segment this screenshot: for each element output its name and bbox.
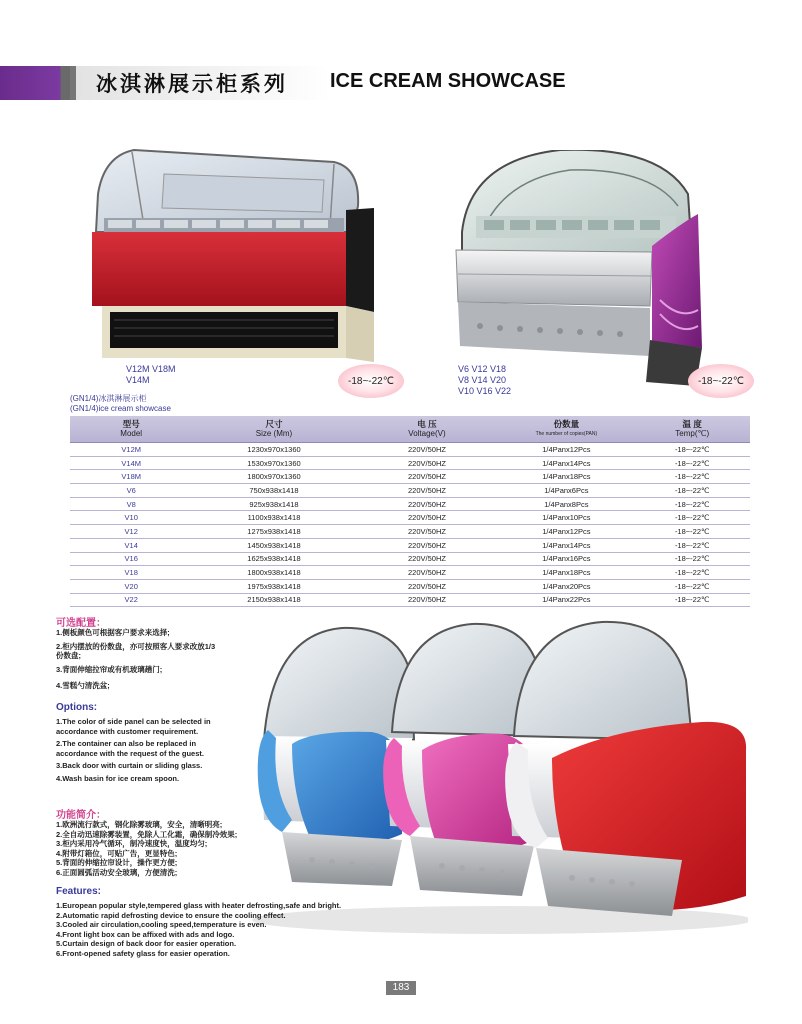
table-row: V16 1625x938x1418 220V/50HZ 1/4Panx16Pcs -18~-22℃ — [70, 552, 750, 566]
list-item: 1.The color of side panel can be selected in — [56, 717, 211, 726]
header-pans: 份数量 The number of copies(PAN) — [498, 416, 634, 443]
table-row: V22 2150x938x1418 220V/50HZ 1/4Panx22Pcs -18~-22℃ — [70, 593, 750, 607]
list-item: 2.The container can also be replaced in — [56, 739, 197, 748]
table-row: V14 1450x938x1418 220V/50HZ 1/4Panx14Pcs -18~-22℃ — [70, 538, 750, 552]
list-item: 3.Cooled air circulation,cooling speed,temperature is even. — [56, 920, 267, 929]
list-item: 2.柜内摆放的份数盘，亦可按照客人要求改放1/3 — [56, 641, 216, 651]
page-title-en: ICE CREAM SHOWCASE — [330, 70, 566, 92]
list-item: accordance with customer requirement. — [56, 726, 199, 736]
list-item: 2.Automatic rapid defrosting device to ensure the cooling effect. — [56, 910, 286, 920]
list-item: 2.全自动迅速除雾装置，免除人工化霜，确保制冷效果; — [56, 829, 238, 839]
list-item: 4.附带灯箱位，可贴广告，更显特色; — [56, 848, 178, 858]
list-item: accordance with the request of the guest. — [56, 748, 204, 758]
left-models-line1: V12M V18M — [126, 364, 176, 374]
showcase-caption — [70, 394, 171, 414]
list-item: 份数盘; — [56, 651, 81, 660]
list-item: 5.背面的伸缩拉帘设计，操作更方便; — [56, 858, 178, 867]
spec-table — [70, 416, 750, 607]
purple-showcase-photo — [440, 150, 730, 390]
list-item: 1.European popular style,tempered glass with heater defrosting,safe and bright. — [56, 901, 342, 910]
caption-cn: (GN1/4)冰淇淋展示柜 — [70, 394, 147, 403]
options-cn-list — [56, 628, 215, 691]
spec-table-header — [70, 416, 750, 443]
table-row: V8 925x938x1418 220V/50HZ 1/4Panx8Pcs -18~-22℃ — [70, 497, 750, 511]
red-showcase-photo — [84, 126, 384, 376]
list-item: 1.欧洲流行款式，钢化除雾玻璃，安全，清晰明亮; — [56, 820, 223, 829]
left-temp-badge: -18~-22℃ — [338, 364, 404, 398]
features-en-list — [56, 901, 341, 958]
page-title-cn: 冰淇淋展示柜系列 — [96, 73, 288, 96]
table-row: V14M 1530x970x1360 220V/50HZ 1/4Panx14Pcs -18~-22℃ — [70, 456, 750, 470]
left-model-list — [126, 364, 176, 386]
right-model-list — [458, 364, 511, 397]
page-number: 183 — [386, 981, 416, 995]
features-cn-list — [56, 820, 237, 877]
list-item: 4.雪糕勺清洗盆; — [56, 681, 110, 690]
list-item: 3.Back door with curtain or sliding glass. — [56, 761, 203, 770]
header-size: 尺寸 Size (Mm) — [192, 416, 355, 443]
table-row: V20 1975x938x1418 220V/50HZ 1/4Panx20Pcs -18~-22℃ — [70, 579, 750, 593]
table-row: V10 1100x938x1418 220V/50HZ 1/4Panx10Pcs -18~-22℃ — [70, 511, 750, 525]
list-item: 4.Wash basin for ice cream spoon. — [56, 773, 180, 783]
right-temp-badge: -18~-22℃ — [688, 364, 754, 398]
list-item: 3.柜内采用冷气循环，制冷速度快，温度均匀; — [56, 839, 208, 848]
right-models-line1: V6 V12 V18 — [458, 364, 507, 374]
list-item: 3.背面伸缩拉帘或有机玻璃趟门; — [56, 664, 163, 674]
table-row: V12 1275x938x1418 220V/50HZ 1/4Panx12Pcs -18~-22℃ — [70, 525, 750, 539]
list-item: 6.正面圆弧活动安全玻璃，方便清洗; — [56, 867, 178, 877]
header-model: 型号 Model — [70, 416, 192, 443]
right-models-line2: V8 V14 V20 — [458, 375, 507, 385]
table-row: V18 1800x938x1418 220V/50HZ 1/4Panx18Pcs -18~-22℃ — [70, 566, 750, 580]
table-row: V6 750x938x1418 220V/50HZ 1/4Panx6Pcs -18~-22℃ — [70, 484, 750, 498]
options-cn-title: 可选配置： — [56, 618, 106, 629]
left-models-line2: V14M — [126, 375, 150, 385]
features-cn-title: 功能简介： — [56, 810, 106, 821]
header-voltage: 电 压 Voltage(V) — [356, 416, 499, 443]
header-divider — [70, 66, 76, 100]
table-row: V18M 1800x970x1360 220V/50HZ 1/4Panx18Pcs -18~-22℃ — [70, 470, 750, 484]
features-en-title: Features: — [56, 886, 102, 897]
list-item: 4.Front light box can be affixed with ads and logo. — [56, 929, 235, 939]
options-en-title: Options: — [56, 702, 98, 713]
list-item: 6.Front-opened safety glass for easier operation. — [56, 948, 230, 958]
options-en-list — [56, 717, 211, 783]
color-showcases-photo — [252, 620, 748, 940]
caption-en: (GN1/4)ice cream showcase — [70, 404, 171, 413]
list-item: 1.侧板颜色可根据客户要求来选择; — [56, 628, 170, 637]
header-temp: 温 度 Temp(℃) — [634, 416, 750, 443]
table-row: V12M 1230x970x1360 220V/50HZ 1/4Panx12Pcs -18~-22℃ — [70, 443, 750, 457]
right-models-line3: V10 V16 V22 — [458, 386, 512, 396]
list-item: 5.Curtain design of back door for easier operation. — [56, 939, 237, 948]
